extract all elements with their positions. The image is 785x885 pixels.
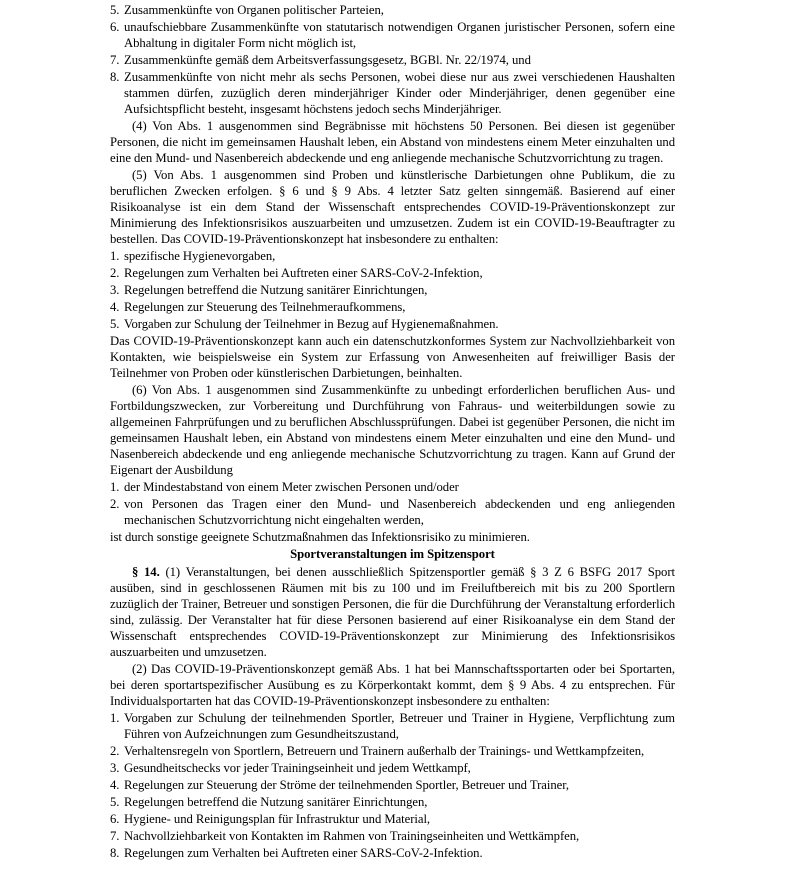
item-text: Verhaltensregeln von Sportlern, Betreuern und Trainern außerhalb der Trainings- und Wettkampfzeiten,	[124, 744, 645, 758]
item-number: 2.	[110, 266, 120, 280]
item-number: 7.	[110, 53, 120, 67]
item-text: spezifische Hygienevorgaben,	[124, 249, 276, 263]
paragraph-4: (4) Von Abs. 1 ausgenommen sind Begräbnisse mit höchstens 50 Personen. Bei diesen ist gegenüber Personen, die nicht im gemeinsamen Haushalt leben, ein Abstand von mindestens einem Meter einzuhalten und eine den Mund- und Nasenbereich abdeckende und eng anliegende mechanische Schutzvorrichtung zu tragen.	[110, 119, 675, 165]
item-text: Zusammenkünfte von Organen politischer Parteien,	[124, 3, 384, 17]
item-number: 4.	[110, 778, 120, 792]
item-number: 1.	[110, 249, 120, 263]
list-item	[110, 316, 675, 332]
item-text: unaufschiebbare Zusammenkünfte von statutarisch notwendigen Organen juristischer Personen, sofern eine Abhaltung in digitaler Form nicht möglich ist,	[124, 20, 675, 50]
item-number: 2.	[110, 744, 120, 758]
item-text: Zusammenkünfte von nicht mehr als sechs Personen, wobei diese nur aus zwei verschiedenen Haushalten stammen dürfen, zuzüglich deren minderjähriger Kinder oder Minderjähriger, denen gegenüber eine Aufsichtspflicht besteht, insgesamt höchstens jedoch sechs Minderjähriger.	[124, 70, 675, 116]
section-label: § 14.	[132, 565, 160, 579]
list-item	[110, 265, 675, 281]
paragraph-6-tail: ist durch sonstige geeignete Schutzmaßnahmen das Infektionsrisiko zu minimieren.	[110, 530, 530, 544]
list-item	[110, 19, 675, 51]
item-number: 6.	[110, 20, 120, 34]
item-number: 1.	[110, 711, 120, 725]
list-item	[110, 845, 675, 861]
item-number: 8.	[110, 846, 120, 860]
list-p5	[110, 248, 675, 332]
item-text: Regelungen zur Steuerung des Teilnehmeraufkommens,	[124, 300, 406, 314]
list-item	[110, 760, 675, 776]
item-text: Vorgaben zur Schulung der Teilnehmer in Bezug auf Hygienemaßnahmen.	[124, 317, 499, 331]
item-text: Gesundheitschecks vor jeder Trainingseinheit und jedem Wettkampf,	[124, 761, 471, 775]
item-text: Nachvollziehbarkeit von Kontakten im Rahmen von Trainingseinheiten und Wettkämpfen,	[124, 829, 580, 843]
list-item	[110, 743, 675, 759]
list-item	[110, 794, 675, 810]
section-14-p1-text: (1) Veranstaltungen, bei denen ausschließlich Spitzensportler gemäß § 3 Z 6 BSFG 2017 Sport ausüben, sind in geschlossenen Räumen mit bis zu 100 und im Freiluftbereich mit bis zu 200 Sportlern zuzüglich der Trainer, Betreuer und sonstigen Personen, die für die Durchführung der Veranstaltung erforderlich sind, zulässig. Der Veranstalter hat für diese Personen basierend auf einer Risikoanalyse ein dem Stand der Wissenschaft entsprechendes COVID-19-Präventionskonzept zur Minimierung des Infektionsrisikos auszuarbeiten und umzusetzen.	[110, 565, 675, 659]
item-number: 5.	[110, 795, 120, 809]
paragraph-5: (5) Von Abs. 1 ausgenommen sind Proben und künstlerische Darbietungen ohne Publikum, die zu beruflichen Zwecken erfolgen. § 6 und § 9 Abs. 4 letzter Satz gelten sinngemäß. Basierend auf einer Risikoanalyse ist ein dem Stand der Wissenschaft entsprechendes COVID-19-Präventionskonzept zur Minimierung des Infektionsrisikos auszuarbeiten und umzusetzen. Zudem ist ein COVID-19-Beauftragter zu bestellen. Das COVID-19-Präventionskonzept hat insbesondere zu enthalten:	[110, 168, 675, 246]
list-item	[110, 811, 675, 827]
list-item	[110, 299, 675, 315]
item-number: 5.	[110, 317, 120, 331]
item-number: 3.	[110, 761, 120, 775]
list-p6	[110, 479, 675, 528]
item-number: 3.	[110, 283, 120, 297]
list-item	[110, 52, 675, 68]
list-item	[110, 496, 675, 528]
list-item	[110, 2, 675, 18]
item-number: 2.	[110, 497, 120, 511]
item-text: von Personen das Tragen einer den Mund- und Nasenbereich abdeckenden und eng anliegenden mechanischen Schutzvorrichtung nicht eingehalten werden,	[124, 497, 675, 527]
list-item	[110, 479, 675, 495]
list-item	[110, 248, 675, 264]
item-number: 8.	[110, 70, 120, 84]
section-14-paragraph-1	[110, 564, 675, 660]
item-text: Regelungen betreffend die Nutzung sanitärer Einrichtungen,	[124, 283, 428, 297]
paragraph-6: (6) Von Abs. 1 ausgenommen sind Zusammenkünfte zu unbedingt erforderlichen beruflichen Aus- und Fortbildungszwecken, zur Vorbereitung und Durchführung von Fahraus- und weiterbildungen sowie zu allgemeinen Fahrprüfungen und zu beruflichen Abschlussprüfungen. Dabei ist gegenüber Personen, die nicht im gemeinsamen Haushalt leben, ein Abstand von mindestens einem Meter einzuhalten und eine den Mund- und Nasenbereich abdeckende und eng anliegende mechanische Schutzvorrichtung zu tragen. Kann auf Grund der Eigenart der Ausbildung	[110, 383, 675, 477]
item-number: 7.	[110, 829, 120, 843]
item-text: Regelungen zum Verhalten bei Auftreten einer SARS-CoV-2-Infektion.	[124, 846, 483, 860]
item-number: 4.	[110, 300, 120, 314]
item-text: Regelungen zum Verhalten bei Auftreten einer SARS-CoV-2-Infektion,	[124, 266, 483, 280]
list-item	[110, 777, 675, 793]
section-heading: Sportveranstaltungen im Spitzensport	[290, 547, 495, 561]
list-item	[110, 828, 675, 844]
item-number: 1.	[110, 480, 120, 494]
list-item	[110, 282, 675, 298]
item-number: 6.	[110, 812, 120, 826]
list-top	[110, 2, 675, 117]
item-number: 5.	[110, 3, 120, 17]
section-14-paragraph-2: (2) Das COVID-19-Präventionskonzept gemäß Abs. 1 hat bei Mannschaftssportarten oder bei Sportarten, bei deren sportartspezifischer Ausübung es zu Körperkontakt kommt, dem § 9 Abs. 4 zu entsprechen. Für Individualsportarten hat das COVID-19-Präventionskonzept insbesondere zu enthalten:	[110, 662, 675, 708]
item-text: der Mindestabstand von einem Meter zwischen Personen und/oder	[124, 480, 459, 494]
item-text: Zusammenkünfte gemäß dem Arbeitsverfassungsgesetz, BGBl. Nr. 22/1974, und	[124, 53, 531, 67]
item-text: Regelungen zur Steuerung der Ströme der teilnehmenden Sportler, Betreuer und Trainer,	[124, 778, 570, 792]
paragraph-5-tail: Das COVID-19-Präventionskonzept kann auch ein datenschutzkonformes System zur Nachvollziehbarkeit von Kontakten, wie beispielsweise ein System zur Erfassung von Anwesenheiten auf freiwilliger Basis der Teilnehmer von Proben oder künstlerischen Darbietungen, beinhalten.	[110, 334, 675, 380]
list-item	[110, 710, 675, 742]
item-text: Regelungen betreffend die Nutzung sanitärer Einrichtungen,	[124, 795, 428, 809]
list-item	[110, 69, 675, 117]
list-s14	[110, 710, 675, 861]
item-text: Vorgaben zur Schulung der teilnehmenden Sportler, Betreuer und Trainer in Hygiene, Verpflichtung zum Führen von Aufzeichnungen zum Gesundheitszustand,	[124, 711, 675, 741]
item-text: Hygiene- und Reinigungsplan für Infrastruktur und Material,	[124, 812, 431, 826]
